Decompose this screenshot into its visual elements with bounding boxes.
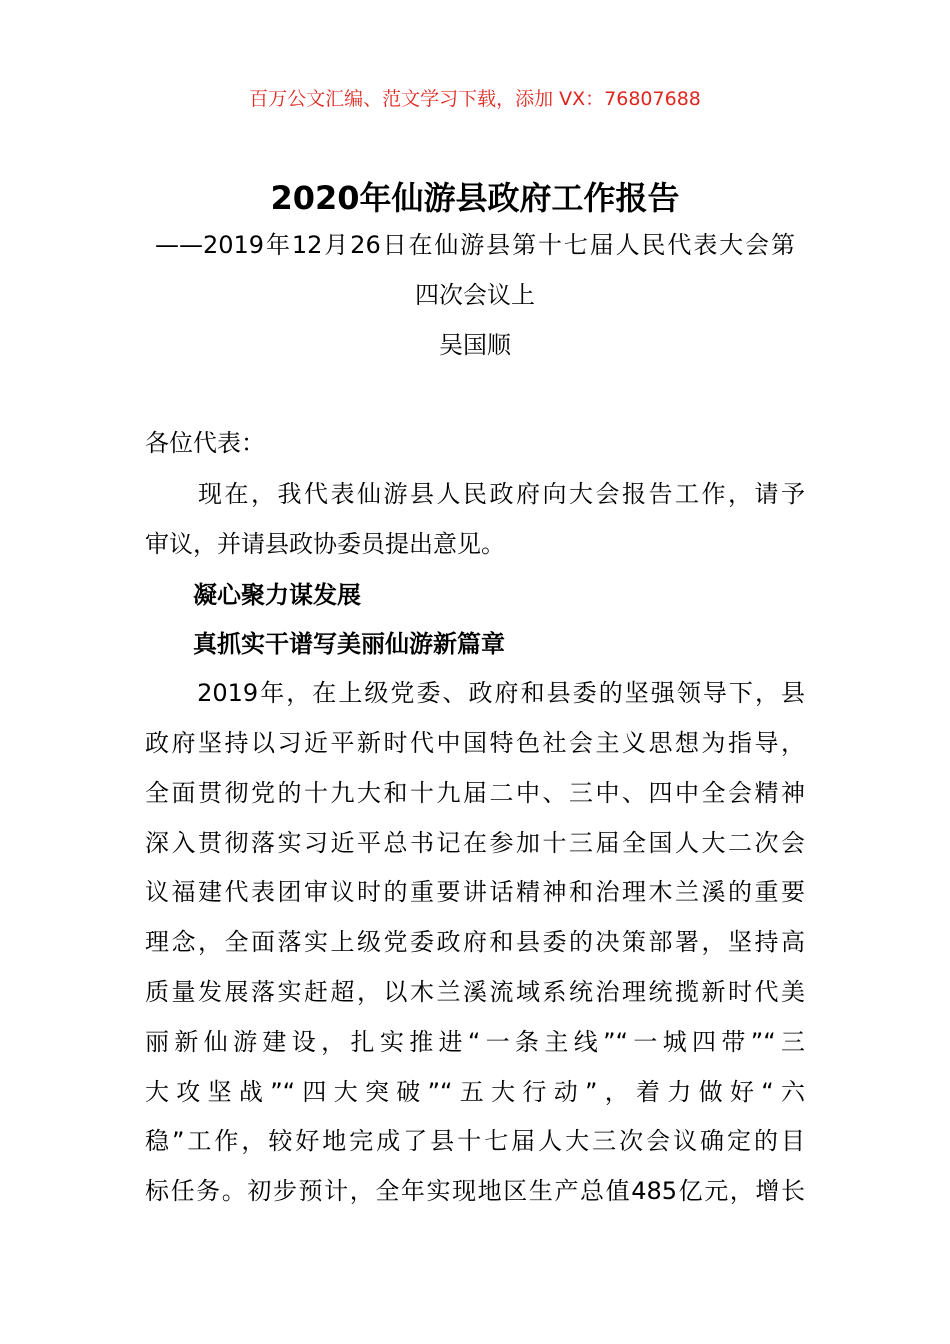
paragraph-line: 政府坚持以习近平新时代中国特色社会主义思想为指导， bbox=[145, 729, 805, 757]
paragraph-line: 2019年，在上级党委、政府和县委的坚强领导下，县 bbox=[145, 679, 805, 707]
document-title: 2020年仙游县政府工作报告 bbox=[270, 179, 680, 217]
salutation: 各位代表： bbox=[145, 429, 265, 457]
paragraph-line: 全面贯彻党的十九大和十九届二中、三中、四中全会精神 bbox=[145, 779, 805, 807]
paragraph-line: 标任务。初步预计，全年实现地区生产总值485亿元，增长 bbox=[145, 1177, 805, 1205]
paragraph-line: 深入贯彻落实习近平总书记在参加十三届全国人大二次会 bbox=[145, 829, 805, 857]
paragraph-line: 现在，我代表仙游县人民政府向大会报告工作，请予 bbox=[145, 480, 805, 508]
paragraph-line: 质量发展落实赶超，以木兰溪流域系统治理统揽新时代美 bbox=[145, 978, 805, 1006]
paragraph-line: 审议，并请县政协委员提出意见。 bbox=[145, 530, 505, 558]
paragraph-line: 议福建代表团审议时的重要讲话精神和治理木兰溪的重要 bbox=[145, 878, 805, 906]
paragraph-line: 稳”工作，较好地完成了县十七届人大三次会议确定的目 bbox=[145, 1127, 805, 1155]
paragraph-line: 大攻坚战”“四大突破”“五大行动”，着力做好“六 bbox=[145, 1078, 805, 1106]
author: 吴国顺 bbox=[439, 331, 511, 359]
subtitle-line-2: 四次会议上 bbox=[415, 281, 535, 309]
subtitle-line-1: ——2019年12月26日在仙游县第十七届人民代表大会第 bbox=[155, 231, 795, 259]
watermark-text: 百万公文汇编、范文学习下载，添加 VX：76807688 bbox=[249, 88, 701, 110]
paragraph-line: 理念，全面落实上级党委政府和县委的决策部署，坚持高 bbox=[145, 928, 805, 956]
section-heading: 真抓实干谱写美丽仙游新篇章 bbox=[145, 630, 505, 658]
paragraph-line: 丽新仙游建设，扎实推进“一条主线”“一城四带”“三 bbox=[145, 1028, 805, 1056]
section-heading: 凝心聚力谋发展 bbox=[145, 581, 361, 609]
